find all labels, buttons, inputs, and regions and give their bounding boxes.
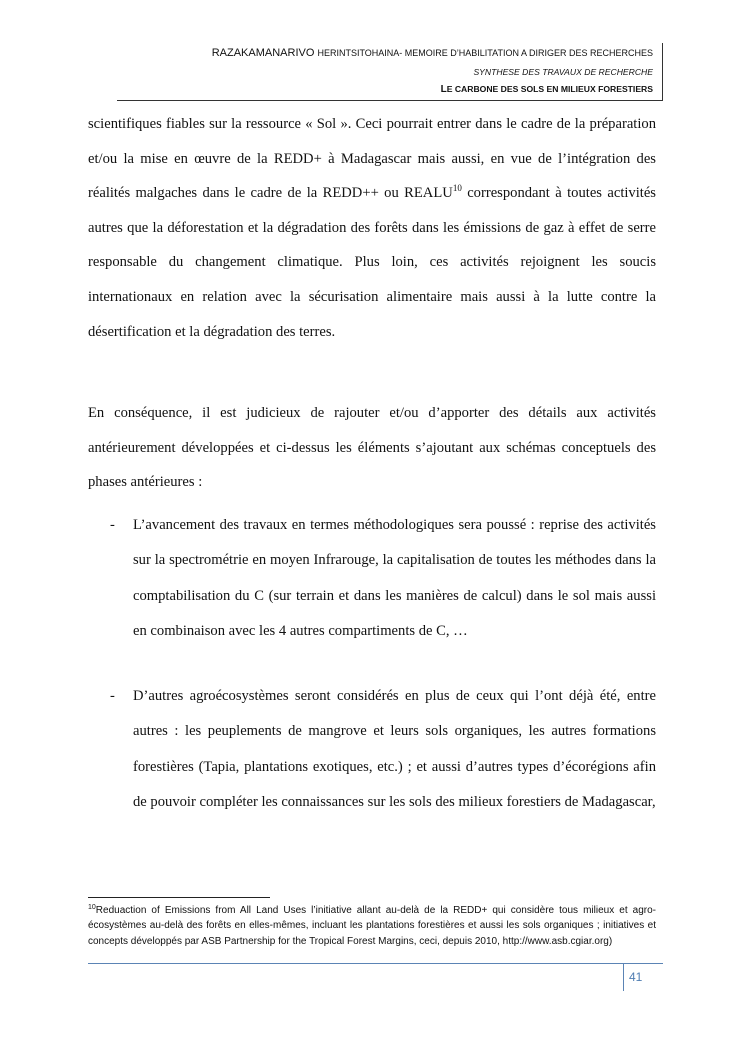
running-header-line1 xyxy=(212,47,653,59)
bullet-dash: - xyxy=(110,688,115,704)
header-author-surname: RAZAKAMANARIVO xyxy=(211,47,318,59)
page-number: 41 xyxy=(629,970,643,984)
list-item-text: L’avancement des travaux en termes méthodologiques sera poussé : reprise des activités sur la spectrométrie en moyen Infrarouge, la capitalisation de toutes les méthodes dans la comptabilisation du C (sur terrain et dans les manières de calcul) dans le sol mais aussi en combinaison avec les 4 autres compartiments de C, … xyxy=(133,517,656,639)
paragraph-1-text-b: correspondant à toutes activités autres que la déforestation et la dégradation des forêts dans les émissions de gaz à effet de serre responsable du changement climatique. Plus loin, ces activités rejoignent les soucis internationaux en relation avec la sécurisation alimentaire mais aussi à la lutte contre la désertification et la dégradation des terres. xyxy=(88,185,656,340)
footnote-text: Reduaction of Emissions from All Land Uses l’initiative allant au-delà de la REDD+ qui considère tous milieux et agro-écosystèmes au-delà des forêts en elles-mêmes, incluant les plantations forestières et aussi les sols organiques ; initiatives et concepts développés par ASB Partnership for the Tropical Forest Margins, ceci, depuis 2010, http://www.asb.cgiar.org) xyxy=(88,905,656,947)
bullet-dash: - xyxy=(110,517,115,533)
list-item-text: D’autres agroécosystèmes seront considérés en plus de ceux qui l’ont déjà été, entre autres : les peuplements de mangrove et leurs sols organiques, les autres formations forestières (Tapia, plantations exotiques, etc.) ; et aussi d’autres types d’écorégions afin de pouvoir compléter les connaissances sur les sols des milieux forestiers de Madagascar, xyxy=(133,688,656,810)
footnote-separator xyxy=(88,897,270,898)
paragraph-1-text-a: scientifiques fiables sur la ressource « Sol ». Ceci pourrait entrer dans le cadre de la préparation et/ou la mise en œuvre de la REDD+ à Madagascar mais aussi, en vue de l’intégration des réalités malgaches dans le cadre de la REDD++ ou REALU xyxy=(88,116,656,202)
footnote-reference[interactable]: 10 xyxy=(452,183,462,194)
running-header-line2: SYNTHESE DES TRAVAUX DE RECHERCHE xyxy=(473,67,653,77)
paragraph-1 xyxy=(88,107,656,349)
footnote-mark: 10 xyxy=(88,904,96,911)
header-line3-initial: L xyxy=(440,84,447,95)
header-divider xyxy=(117,100,662,101)
paragraph-2: En conséquence, il est judicieux de rajouter et/ou d’apporter des détails aux activités antérieurement développées et ci-dessus les éléments s’ajoutant aux schémas conceptuels des phases antérieures : xyxy=(88,405,656,491)
header-title: HERINTSITOHAINA- MEMOIRE D’HABILITATION A DIRIGER DES RECHERCHES xyxy=(317,48,653,58)
page-number-rule xyxy=(88,963,663,964)
running-header-line3 xyxy=(441,84,653,95)
footnote xyxy=(88,903,656,949)
header-vertical-divider xyxy=(662,43,663,101)
header-line3-rest: E CARBONE DES SOLS EN MILIEUX FORESTIERS xyxy=(446,84,653,94)
